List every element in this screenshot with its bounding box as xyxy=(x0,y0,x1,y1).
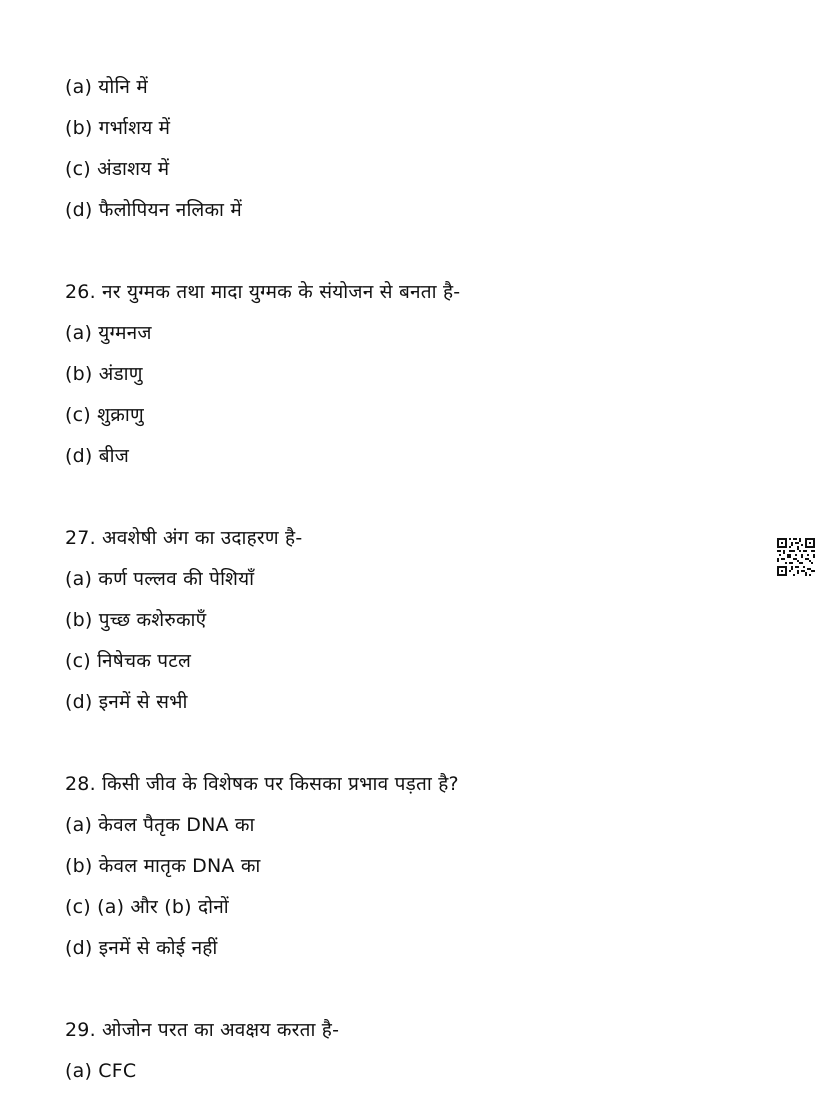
q26-option-b: (b) अंडाणु xyxy=(65,363,143,385)
q28-option-c: (c) (a) और (b) दोनों xyxy=(65,896,229,918)
question-28: 28. किसी जीव के विशेषक पर किसका प्रभाव पड़ता है? xyxy=(65,773,459,795)
q27-option-d: (d) इनमें से सभी xyxy=(65,691,188,713)
q26-option-d: (d) बीज xyxy=(65,445,129,467)
option-c: (c) अंडाशय में xyxy=(65,158,170,180)
option-b: (b) गर्भाशय में xyxy=(65,117,171,139)
q27-option-c: (c) निषेचक पटल xyxy=(65,650,192,672)
q28-option-b: (b) केवल मातृक DNA का xyxy=(65,855,261,877)
q27-option-b: (b) पुच्छ कशेरुकाएँ xyxy=(65,609,207,631)
option-d: (d) फैलोपियन नलिका में xyxy=(65,199,242,221)
question-26: 26. नर युग्मक तथा मादा युग्मक के संयोजन से बनता है- xyxy=(65,281,461,303)
q27-option-a: (a) कर्ण पल्लव की पेशियाँ xyxy=(65,568,255,590)
option-a: (a) योनि में xyxy=(65,76,148,98)
q28-option-a: (a) केवल पैतृक DNA का xyxy=(65,814,255,836)
question-27: 27. अवशेषी अंग का उदाहरण है- xyxy=(65,527,303,549)
qr-code-icon[interactable] xyxy=(777,538,815,576)
q28-option-d: (d) इनमें से कोई नहीं xyxy=(65,937,218,959)
q29-option-a: (a) CFC xyxy=(65,1060,137,1082)
question-29: 29. ओजोन परत का अवक्षय करता है- xyxy=(65,1019,340,1041)
q26-option-c: (c) शुक्राणु xyxy=(65,404,144,426)
q26-option-a: (a) युग्मनज xyxy=(65,322,152,344)
